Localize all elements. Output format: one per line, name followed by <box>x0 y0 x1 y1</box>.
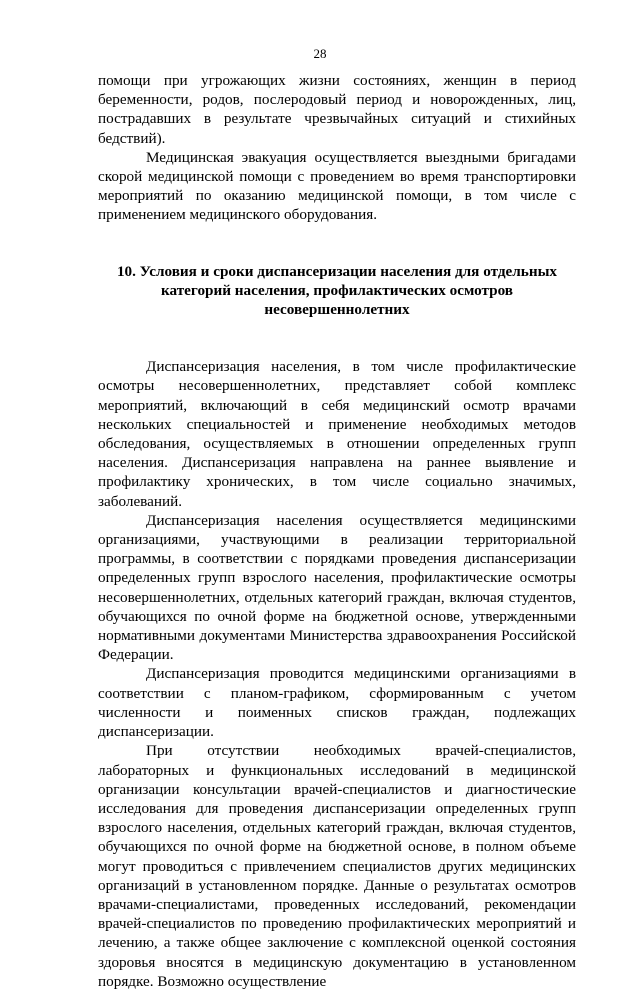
paragraph-dispensary-schedule: Диспансеризация проводится медицинскими организациями в соответствии с планом-графиком, сформированным с учетом численности и поименных списков граждан, подлежащих диспансеризации. <box>98 665 576 741</box>
paragraph-continuation: помощи при угрожающих жизни состояниях, женщин в период беременности, родов, послеродовый период и новорожденных, лиц, пострадавших в результате чрезвычайных ситуаций и стихийных бедствий). <box>98 72 576 147</box>
document-body <box>98 71 576 991</box>
paragraph-evacuation: Медицинская эвакуация осуществляется выездными бригадами скорой медицинской помощи с проведением во время транспортировки мероприятий по оказанию медицинской помощи, в том числе с применением медицинского оборудования. <box>98 148 576 224</box>
page-number: 28 <box>313 46 327 61</box>
section-heading <box>98 262 576 320</box>
paragraph-dispensary-organizations: Диспансеризация населения осуществляется медицинскими организациями, участвующими в реализации территориальной программы, в соответствии с порядками проведения диспансеризации определенных групп взрослого населения, профилактические осмотры несовершеннолетних, отдельных категорий граждан, включая студентов, обучающихся по очной форме на бюджетной основе, утвержденными нормативными документами Министерства здравоохранения Российской Федерации. <box>98 511 576 664</box>
paragraph-dispensary-specialists: При отсутствии необходимых врачей-специалистов, лабораторных и функциональных исследований в медицинской организации консультации врачей-специалистов и диагностические исследования для проведения диспансеризации определенных групп взрослого населения, отдельных категорий граждан, включая студентов, обучающихся по очной форме на бюджетной основе, в полном объеме могут проводиться с привлечением специалистов других медицинских организаций в установленном порядке. Данные о результатах осмотров врачами-специалистами, проведенных исследований, рекомендации врачей-специалистов по проведению профилактических мероприятий и лечению, а также общее заключение с комплексной оценкой состояния здоровья вносятся в медицинскую документацию в установленном порядке. Возможно осуществление <box>98 742 576 990</box>
section-heading-line-2: категорий населения, профилактических осмотров <box>161 281 513 299</box>
section-heading-line-3: несовершеннолетних <box>264 301 410 319</box>
paragraph-dispensary-definition: Диспансеризация населения, в том числе профилактические осмотры несовершеннолетних, представляет собой комплекс мероприятий, включающий в себя медицинский осмотр врачами нескольких специальностей и применение необходимых методов обследования, осуществляемых в отношении определенных групп населения. Диспансеризация направлена на раннее выявление и профилактику хронических, в том числе социально значимых, заболеваний. <box>98 358 576 510</box>
section-heading-line-1: 10. Условия и сроки диспансеризации населения для отдельных <box>116 262 558 280</box>
